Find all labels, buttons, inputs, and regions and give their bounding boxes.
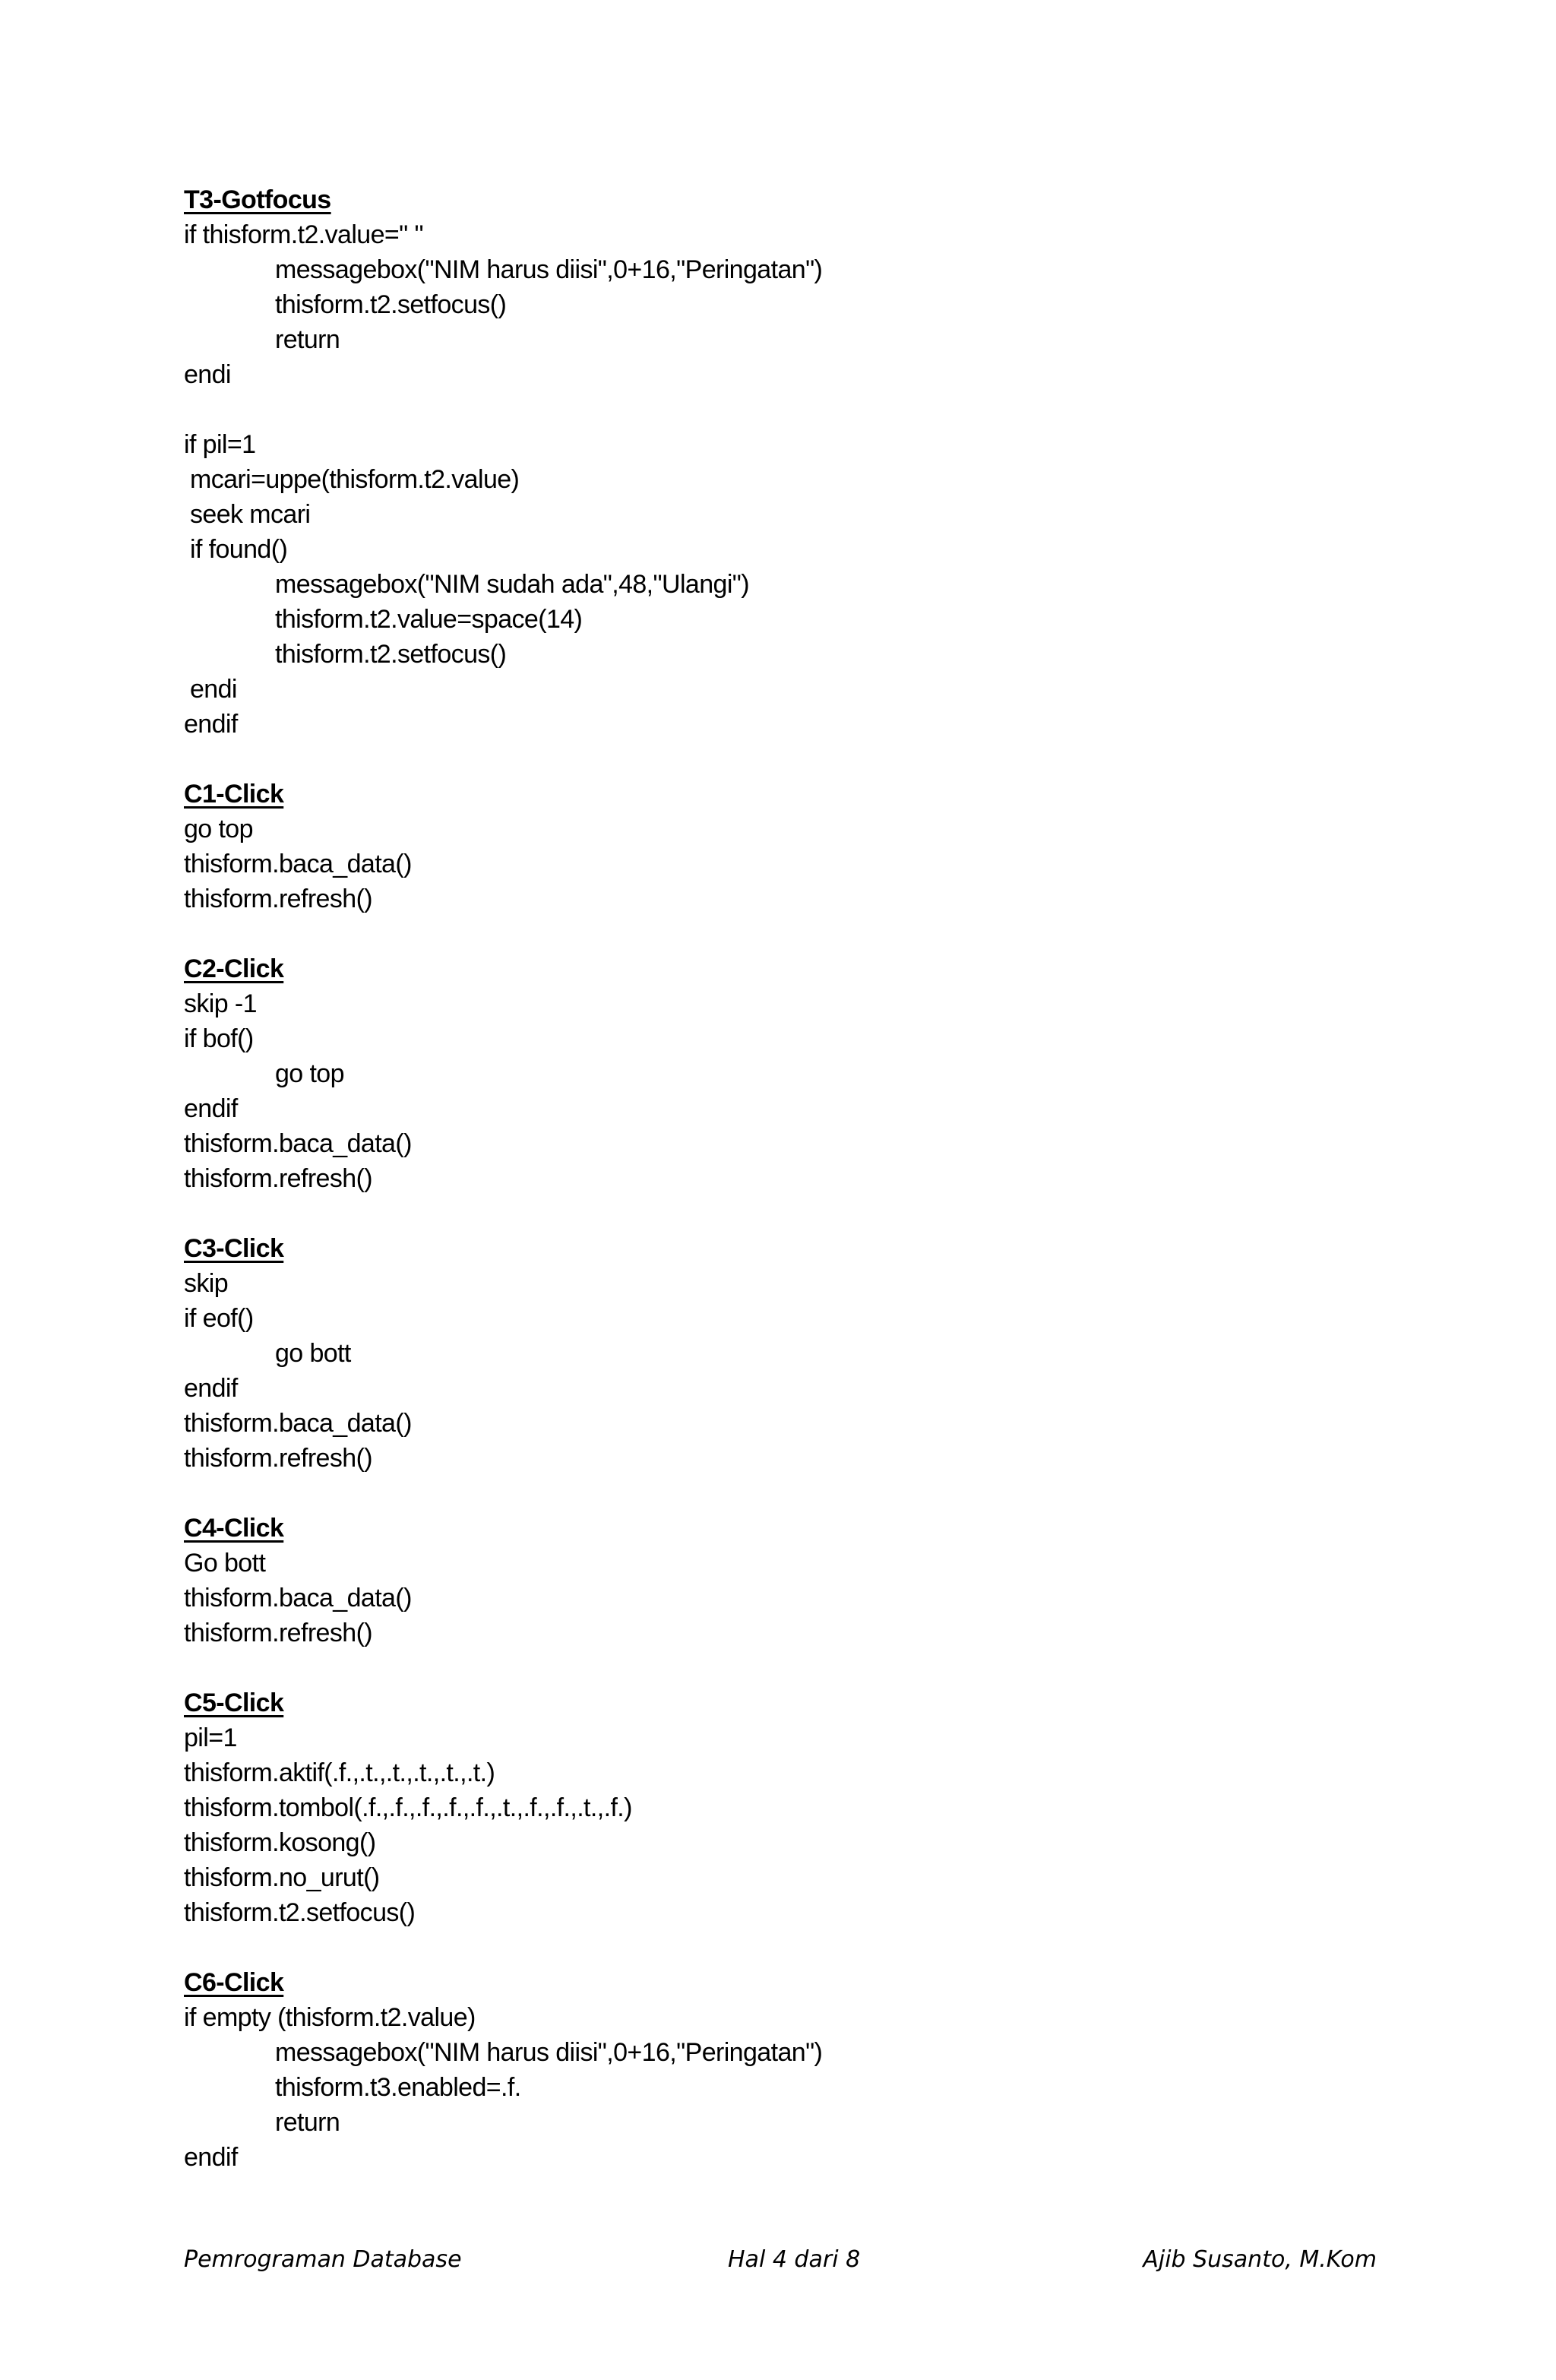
code-line: if pil=1 (184, 430, 256, 459)
code-section (184, 182, 1399, 742)
code-line: endif (184, 1374, 238, 1403)
code-section (184, 1231, 1399, 1476)
code-line: if bof() (184, 1024, 254, 1053)
code-line: go bott (275, 1339, 351, 1368)
section-heading: C4-Click (184, 1514, 284, 1543)
code-line: endif (184, 1094, 238, 1123)
footer-author: Ajib Susanto, M.Kom (1143, 2246, 1377, 2273)
code-line: thisform.refresh() (184, 1164, 373, 1193)
code-line: return (275, 325, 340, 354)
code-line: endi (184, 360, 231, 389)
code-line: thisform.baca_data() (184, 1129, 412, 1158)
code-line: skip (184, 1269, 229, 1298)
blank-line (184, 392, 1399, 427)
code-line: messagebox("NIM sudah ada",48,"Ulangi") (275, 570, 749, 599)
code-line: Go bott (184, 1549, 266, 1578)
code-section (184, 777, 1399, 916)
code-line: thisform.t2.setfocus() (184, 1898, 416, 1927)
code-line: endif (184, 2143, 238, 2172)
code-line: thisform.refresh() (184, 1619, 373, 1647)
code-line: thisform.t2.value=space(14) (275, 605, 583, 634)
code-line: messagebox("NIM harus diisi",0+16,"Peringatan") (275, 2038, 823, 2067)
section-heading: C6-Click (184, 1968, 284, 1997)
code-line: endif (184, 710, 238, 739)
section-heading: C2-Click (184, 954, 284, 983)
code-line: if found() (190, 535, 288, 564)
section-heading: T3-Gotfocus (184, 185, 331, 214)
section-heading: C3-Click (184, 1234, 284, 1263)
code-line: pil=1 (184, 1723, 237, 1752)
code-line: thisform.no_urut() (184, 1863, 380, 1892)
code-line: go top (184, 815, 253, 843)
code-section (184, 951, 1399, 1196)
code-line: thisform.baca_data() (184, 1584, 412, 1613)
code-line: if thisform.t2.value=" " (184, 220, 423, 249)
document-body (184, 182, 1399, 2210)
code-line: thisform.refresh() (184, 1444, 373, 1473)
code-line: if empty (thisform.t2.value) (184, 2003, 476, 2032)
code-line: thisform.baca_data() (184, 850, 412, 878)
code-section (184, 1965, 1399, 2175)
code-line: thisform.kosong() (184, 1828, 376, 1857)
code-line: seek mcari (190, 500, 311, 529)
code-line: thisform.baca_data() (184, 1409, 412, 1438)
code-line: thisform.t2.setfocus() (275, 640, 507, 669)
page-footer (184, 2243, 1377, 2277)
code-section (184, 1685, 1399, 1930)
code-line: thisform.refresh() (184, 885, 373, 913)
code-line: endi (190, 675, 237, 704)
code-line: thisform.t3.enabled=.f. (275, 2073, 521, 2102)
code-line: thisform.t2.setfocus() (275, 290, 507, 319)
code-line: thisform.aktif(.f.,.t.,.t.,.t.,.t.,.t.) (184, 1758, 495, 1787)
code-line: messagebox("NIM harus diisi",0+16,"Peringatan") (275, 255, 823, 284)
code-line: return (275, 2108, 340, 2137)
code-line: skip -1 (184, 989, 257, 1018)
footer-course-title: Pemrograman Database (184, 2246, 462, 2273)
section-heading: C5-Click (184, 1688, 284, 1717)
section-heading: C1-Click (184, 780, 284, 809)
code-line: go top (275, 1059, 344, 1088)
code-line: mcari=uppe(thisform.t2.value) (190, 465, 520, 494)
code-line: thisform.tombol(.f.,.f.,.f.,.f.,.f.,.t.,.f.,.f.,.t.,.f.) (184, 1793, 632, 1822)
code-line: if eof() (184, 1304, 254, 1333)
code-section (184, 1511, 1399, 1650)
footer-page-number: Hal 4 dari 8 (728, 2246, 861, 2273)
